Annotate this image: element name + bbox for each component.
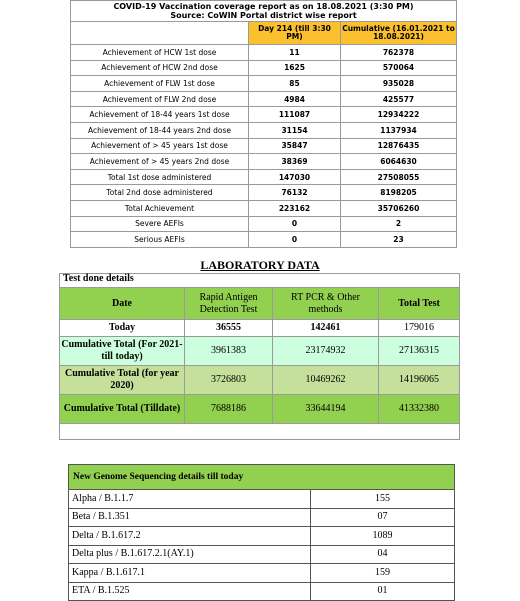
genome-header-row xyxy=(69,465,455,490)
lab-row-label: Today xyxy=(60,320,185,337)
row-cumulative-value: 12934222 xyxy=(341,107,457,123)
lab-row-rapid: 3961383 xyxy=(185,337,273,366)
genome-count: 155 xyxy=(311,490,455,509)
genome-variant: ETA / B.1.525 xyxy=(69,582,311,601)
row-cumulative-value: 2 xyxy=(341,216,457,232)
row-day-value: 0 xyxy=(249,216,341,232)
row-cumulative-value: 35706260 xyxy=(341,200,457,216)
row-cumulative-value: 1137934 xyxy=(341,122,457,138)
row-cumulative-value: 570064 xyxy=(341,60,457,76)
row-cumulative-value: 8198205 xyxy=(341,185,457,201)
row-day-value: 85 xyxy=(249,76,341,92)
genome-count: 01 xyxy=(311,582,455,601)
vaccination-header-day: Day 214 (till 3:30 PM) xyxy=(249,22,341,45)
table-row xyxy=(69,490,455,509)
row-label: Achievement of > 45 years 2nd dose xyxy=(71,154,249,170)
row-day-value: 38369 xyxy=(249,154,341,170)
lab-row-label: Cumulative Total (for year 2020) xyxy=(60,366,185,395)
lab-header-rtpcr: RT PCR & Other methods xyxy=(273,288,379,320)
vaccination-title xyxy=(71,1,457,22)
lab-row-label: Cumulative Total (For 2021- till today) xyxy=(60,337,185,366)
row-day-value: 111087 xyxy=(249,107,341,123)
lab-row-rapid: 3726803 xyxy=(185,366,273,395)
table-row xyxy=(71,200,457,216)
row-day-value: 11 xyxy=(249,45,341,61)
table-row xyxy=(71,122,457,138)
table-row xyxy=(71,185,457,201)
lab-header-row xyxy=(60,288,460,320)
genome-table xyxy=(68,464,455,601)
lab-row-rtpcr: 142461 xyxy=(273,320,379,337)
table-row xyxy=(60,320,460,337)
table-row xyxy=(69,508,455,527)
genome-count: 04 xyxy=(311,545,455,564)
row-label: Total 2nd dose administered xyxy=(71,185,249,201)
row-label: Total Achievement xyxy=(71,200,249,216)
row-label: Achievement of 18-44 years 2nd dose xyxy=(71,122,249,138)
vaccination-title-line1: COVID-19 Vaccination coverage report as on 18.08.2021 (3:30 PM) xyxy=(113,2,414,11)
row-day-value: 4984 xyxy=(249,91,341,107)
lab-row-rtpcr: 23174932 xyxy=(273,337,379,366)
row-label: Achievement of 18-44 years 1st dose xyxy=(71,107,249,123)
lab-row-rtpcr: 33644194 xyxy=(273,395,379,424)
row-cumulative-value: 425577 xyxy=(341,91,457,107)
table-row xyxy=(60,337,460,366)
row-cumulative-value: 6064630 xyxy=(341,154,457,170)
table-row xyxy=(71,232,457,248)
genome-variant: Kappa / B.1.617.1 xyxy=(69,564,311,583)
lab-row-rapid: 36555 xyxy=(185,320,273,337)
table-row xyxy=(69,545,455,564)
row-label: Achievement of HCW 1st dose xyxy=(71,45,249,61)
vaccination-header-row xyxy=(71,22,457,45)
row-cumulative-value: 12876435 xyxy=(341,138,457,154)
genome-title: New Genome Sequencing details till today xyxy=(69,465,455,490)
genome-count: 07 xyxy=(311,508,455,527)
row-label: Severe AEFIs xyxy=(71,216,249,232)
row-cumulative-value: 27508055 xyxy=(341,169,457,185)
row-label: Achievement of > 45 years 1st dose xyxy=(71,138,249,154)
row-day-value: 1625 xyxy=(249,60,341,76)
genome-count: 159 xyxy=(311,564,455,583)
lab-header-date: Date xyxy=(60,288,185,320)
lab-row-total: 41332380 xyxy=(379,395,460,424)
genome-variant: Beta / B.1.351 xyxy=(69,508,311,527)
table-row xyxy=(60,395,460,424)
table-row xyxy=(71,216,457,232)
vaccination-title-line2: Source: CoWIN Portal district wise report xyxy=(170,11,357,20)
table-row xyxy=(71,76,457,92)
table-row xyxy=(71,154,457,170)
lab-row-rapid: 7688186 xyxy=(185,395,273,424)
lab-header-rapid: Rapid Antigen Detection Test xyxy=(185,288,273,320)
table-row xyxy=(71,60,457,76)
table-row xyxy=(71,107,457,123)
genome-variant: Alpha / B.1.1.7 xyxy=(69,490,311,509)
table-row xyxy=(71,91,457,107)
vaccination-table xyxy=(70,0,457,248)
table-row xyxy=(69,582,455,601)
lab-table xyxy=(59,287,460,424)
lab-row-total: 14196065 xyxy=(379,366,460,395)
vaccination-title-row xyxy=(71,1,457,22)
row-day-value: 147030 xyxy=(249,169,341,185)
row-day-value: 35847 xyxy=(249,138,341,154)
genome-count: 1089 xyxy=(311,527,455,546)
lab-row-total: 27136315 xyxy=(379,337,460,366)
table-row xyxy=(71,138,457,154)
lab-row-label: Cumulative Total (Tilldate) xyxy=(60,395,185,424)
vaccination-rows xyxy=(71,45,457,248)
row-label: Achievement of FLW 1st dose xyxy=(71,76,249,92)
lab-subtitle: Test done details xyxy=(63,273,134,284)
row-day-value: 0 xyxy=(249,232,341,248)
row-label: Total 1st dose administered xyxy=(71,169,249,185)
table-row xyxy=(69,564,455,583)
row-cumulative-value: 762378 xyxy=(341,45,457,61)
row-cumulative-value: 935028 xyxy=(341,76,457,92)
row-cumulative-value: 23 xyxy=(341,232,457,248)
lab-row-rtpcr: 10469262 xyxy=(273,366,379,395)
row-day-value: 76132 xyxy=(249,185,341,201)
row-day-value: 31154 xyxy=(249,122,341,138)
vaccination-header-cumulative: Cumulative (16.01.2021 to 18.08.2021) xyxy=(341,22,457,45)
genome-variant: Delta / B.1.617.2 xyxy=(69,527,311,546)
lab-title: LABORATORY DATA xyxy=(200,258,320,272)
genome-variant: Delta plus / B.1.617.2.1(AY.1) xyxy=(69,545,311,564)
lab-row-total: 179016 xyxy=(379,320,460,337)
lab-header-total: Total Test xyxy=(379,288,460,320)
table-row xyxy=(71,45,457,61)
row-label: Serious AEFIs xyxy=(71,232,249,248)
vaccination-header-blank xyxy=(71,22,249,45)
row-label: Achievement of FLW 2nd dose xyxy=(71,91,249,107)
table-row xyxy=(71,169,457,185)
table-row xyxy=(60,366,460,395)
row-label: Achievement of HCW 2nd dose xyxy=(71,60,249,76)
table-row xyxy=(69,527,455,546)
row-day-value: 223162 xyxy=(249,200,341,216)
